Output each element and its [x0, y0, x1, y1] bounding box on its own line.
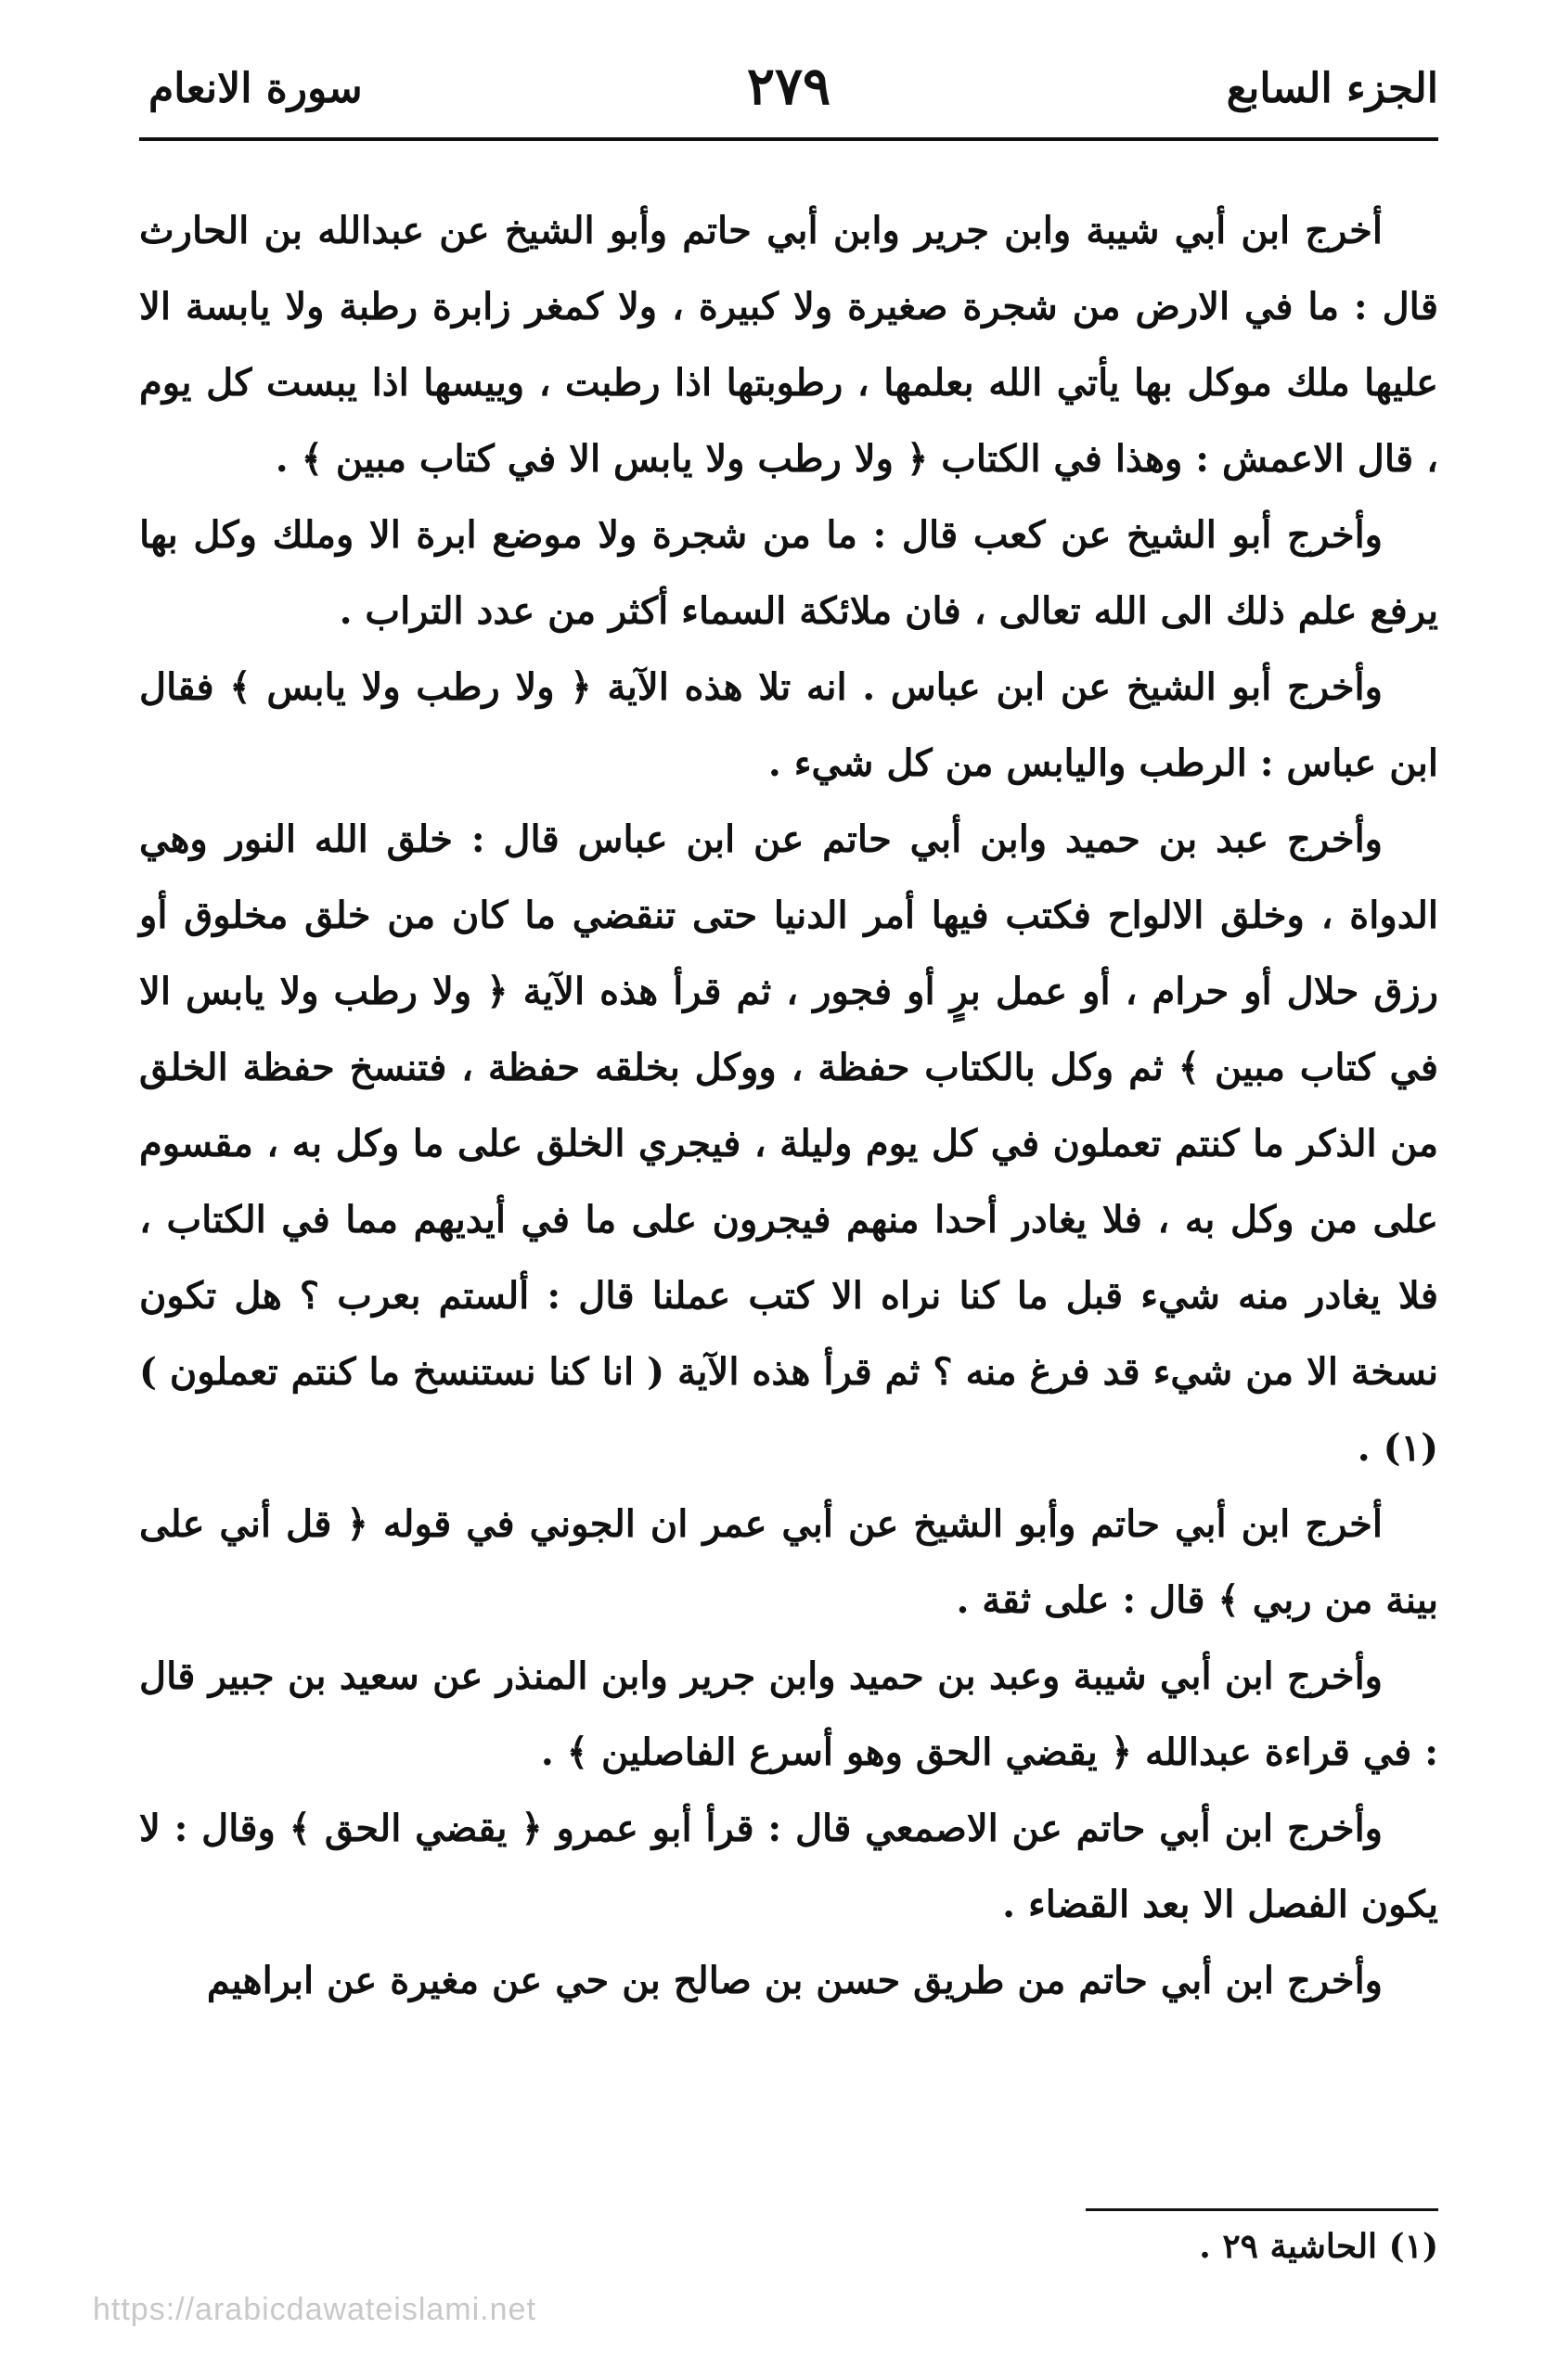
- paragraph: وأخرج أبو الشيخ عن كعب قال : ما من شجرة ولا موضع ابرة الا وملك وكل بها يرفع علم ذلك الى الله تعالى ، فان ملائكة السماء أكثر من عدد التراب .: [139, 513, 1438, 633]
- paragraph: وأخرج ابن أبي حاتم من طريق حسن بن صالح بن حي عن مغيرة عن ابراهيم: [206, 1959, 1383, 2002]
- page-header: [139, 56, 1438, 130]
- watermark-url: https://arabicdawateislami.net: [93, 2292, 536, 2327]
- header-divider: [139, 137, 1438, 141]
- body-text: [139, 193, 1438, 2019]
- part-label: الجزء السابع: [1226, 65, 1438, 112]
- paragraph: أخرج ابن أبي شيبة وابن جرير وابن أبي حاتم وأبو الشيخ عن عبدالله بن الحارث قال : ما في الارض من شجرة صغيرة ولا كبيرة ، ولا كمغر زابرة رطبة ولا يابسة الا عليها ملك موكل بها يأتي الله بعلمها ، رطوبتها اذا رطبت ، وييسها اذا يبست كل يوم ، قال الاعمش : وهذا في الكتاب ﴿ ولا رطب ولا يابس الا في كتاب مبين ﴾ .: [139, 209, 1438, 481]
- paragraph: وأخرج عبد بن حميد وابن أبي حاتم عن ابن عباس قال : خلق الله النور وهي الدواة ، وخلق الالواح فكتب فيها أمر الدنيا حتى تنقضي ما كان من خلق مخلوق أو رزق حلال أو حرام ، أو عمل برٍ أو فجور ، ثم قرأ هذه الآية ﴿ ولا رطب ولا يابس الا في كتاب مبين ﴾ ثم وكل بالكتاب حفظة ، ووكل بخلقه حفظة ، فتنسخ حفظة الخلق من الذكر ما كنتم تعملون في كل يوم وليلة ، فيجري الخلق على ما وكل به ، مقسوم على من وكل به ، فلا يغادر أحدا منهم فيجرون على ما في أيديهم مما في الكتاب ، فلا يغادر منه شيء قبل ما كنا نراه الا كتب عملنا قال : ألستم بعرب ؟ هل تكون نسخة الا من شيء قد فرغ منه ؟ ثم قرأ هذه الآية ( انا كنا نستنسخ ما كنتم تعملون )(١) .: [139, 817, 1439, 1470]
- page-number: ٢٧٩: [746, 56, 831, 117]
- paragraph: وأخرج ابن أبي شيبة وعبد بن حميد وابن جرير وابن المنذر عن سعيد بن جبير قال : في قراءة عبدالله ﴿ يقضي الحق وهو أسرع الفاصلين ﴾ .: [139, 1654, 1438, 1774]
- paragraph: وأخرج أبو الشيخ عن ابن عباس . انه تلا هذه الآية ﴿ ولا رطب ولا يابس ﴾ فقال ابن عباس : الرطب واليابس من كل شيء .: [139, 665, 1438, 785]
- paragraph: أخرج ابن أبي حاتم وأبو الشيخ عن أبي عمر ان الجوني في قوله ﴿ قل أني على بينة من ربي ﴾ قال : على ثقة .: [139, 1502, 1438, 1622]
- surah-label: سورة الانعام: [148, 65, 363, 112]
- footnote: (١) الحاشية ٢٩ .: [1199, 2227, 1438, 2266]
- footnote-divider: [1086, 2208, 1438, 2211]
- page: [139, 37, 1438, 2338]
- paragraph: وأخرج ابن أبي حاتم عن الاصمعي قال : قرأ أبو عمرو ﴿ يقضي الحق ﴾ وقال : لا يكون الفصل الا بعد القضاء .: [139, 1807, 1438, 1926]
